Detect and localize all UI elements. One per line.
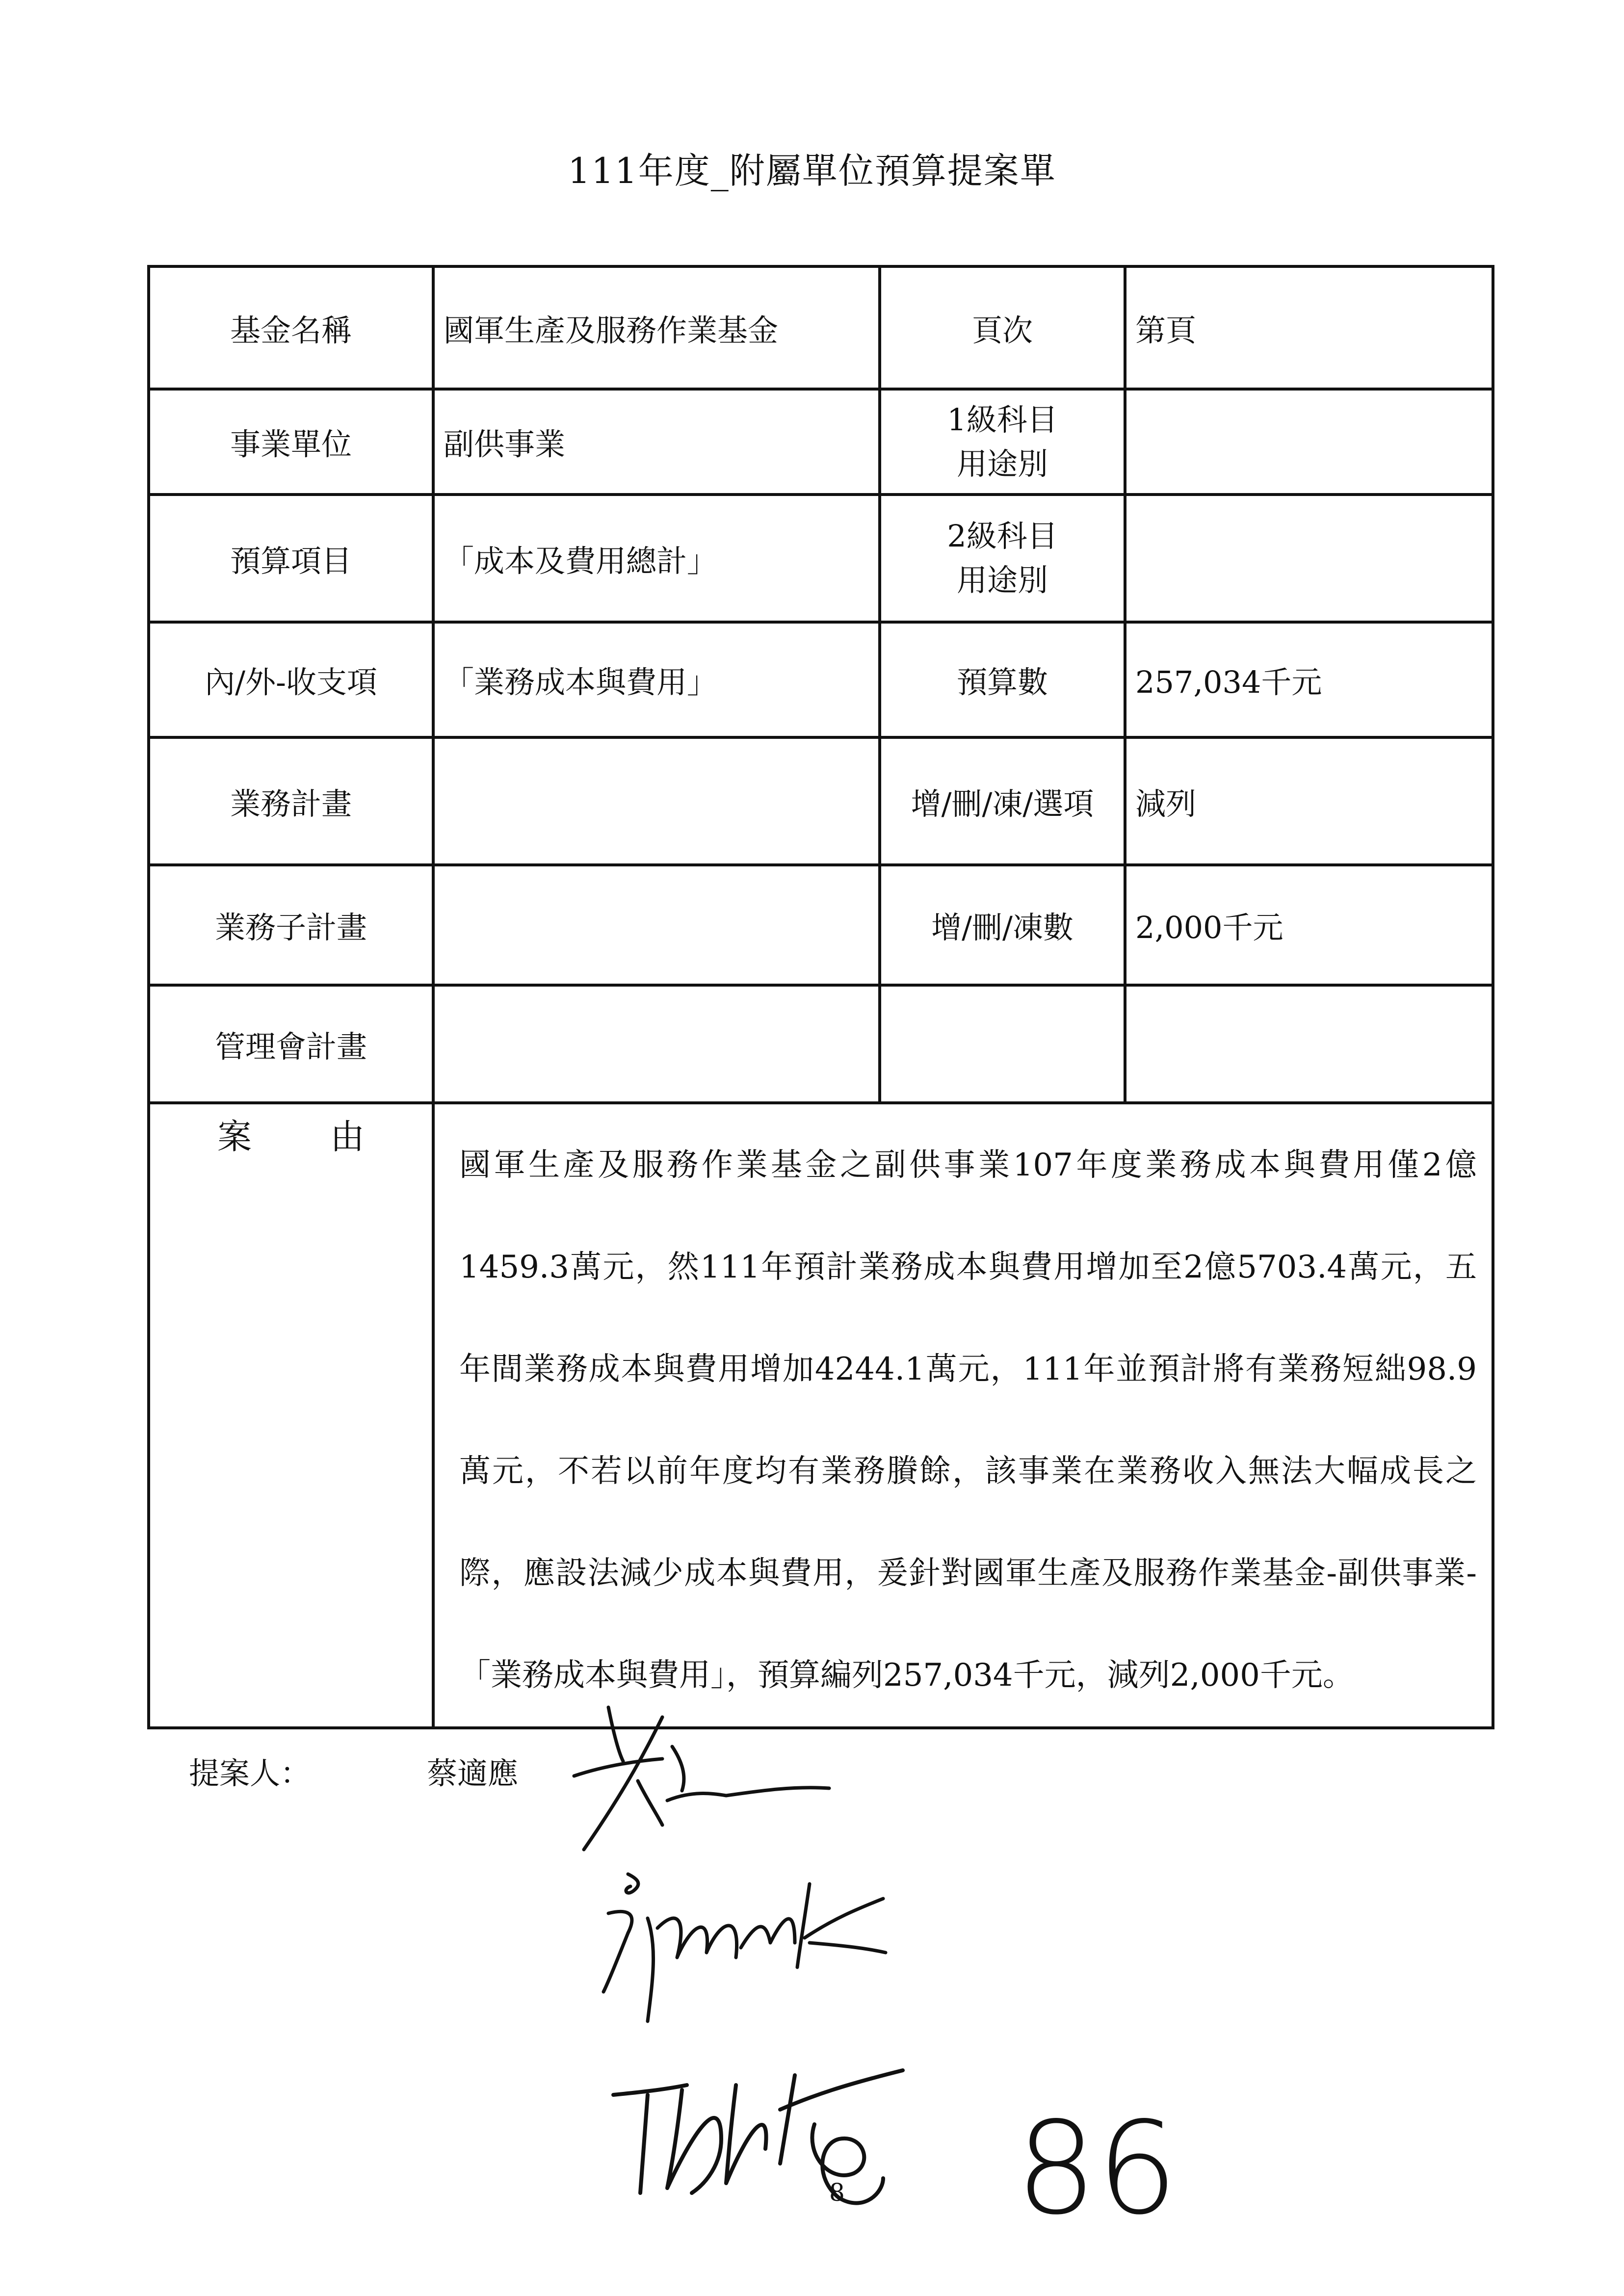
income-expense-value: 「業務成本與費用」 [433,622,880,737]
proposer-label: 提案人： [189,1755,311,1791]
business-unit-label: 事業單位 [149,389,433,495]
budget-amount-label: 預算數 [880,622,1125,737]
level1-subject-line2: 用途別 [956,445,1048,482]
management-plan-value [433,985,880,1103]
income-expense-label: 內/外-收支項 [149,622,433,737]
adjust-option-value: 減列 [1125,737,1493,865]
budget-item-label: 預算項目 [149,495,433,622]
business-plan-value [433,737,880,865]
table-row [149,985,1493,1103]
management-plan-label: 管理會計畫 [149,985,433,1103]
level1-subject-label [880,389,1125,495]
budget-amount-value: 257,034千元 [1125,622,1493,737]
fund-name-label: 基金名稱 [149,266,433,389]
fund-name-value: 國軍生產及服務作業基金 [433,266,880,389]
level1-subject-value [1125,389,1493,495]
table-row [149,737,1493,865]
proposer-name: 蔡適應 [427,1755,519,1791]
reason-text: 國軍生產及服務作業基金之副供事業107年度業務成本與費用僅2億1459.3萬元，然111年預計業務成本與費用增加至2億5703.4萬元，五年間業務成本與費用增加4244.1萬元，111年並預計將有業務短絀98.9萬元，不若以前年度均有業務賸餘，該事業在業務收入無法大幅成長之際，應設法減少成本與費用，爰針對國軍生產及服務作業基金-副供事業-「業務成本與費用」，預算編列257,034千元，減列2,000千元。 [433,1103,1493,1728]
empty-label [880,985,1125,1103]
adjust-amount-value: 2,000千元 [1125,865,1493,985]
signature-3-drawing [608,2065,962,2222]
sub-plan-value [433,865,880,985]
page-value: 第頁 [1125,266,1493,389]
level2-subject-line1: 2級科目 [947,518,1058,554]
footer-small-number: 8 [829,2178,845,2207]
signature-2-drawing [579,1859,893,2026]
table-row [149,865,1493,985]
reason-label-char2: 由 [330,1117,365,1157]
page-label: 頁次 [880,266,1125,389]
adjust-amount-label: 增/刪/凍數 [880,865,1125,985]
empty-value [1125,985,1493,1103]
table-row [149,1103,1493,1728]
table-row [149,266,1493,389]
page-title: 111年度_附屬單位預算提案單 [568,150,1056,191]
level2-subject-label [880,495,1125,622]
table-row [149,389,1493,495]
signature-1-drawing [564,1688,839,1874]
table-row [149,622,1493,737]
level2-subject-line2: 用途別 [956,562,1048,598]
page-number: 86 [1016,2095,1178,2243]
level2-subject-value [1125,495,1493,622]
business-unit-value: 副供事業 [433,389,880,495]
sub-plan-label: 業務子計畫 [149,865,433,985]
reason-label [149,1103,433,1728]
adjust-option-label: 增/刪/凍/選項 [880,737,1125,865]
business-plan-label: 業務計畫 [149,737,433,865]
table-row [149,495,1493,622]
level1-subject-line1: 1級科目 [947,401,1058,438]
budget-item-value: 「成本及費用總計」 [433,495,880,622]
reason-label-char1: 案 [217,1117,252,1157]
proposal-form-table [147,265,1494,1729]
